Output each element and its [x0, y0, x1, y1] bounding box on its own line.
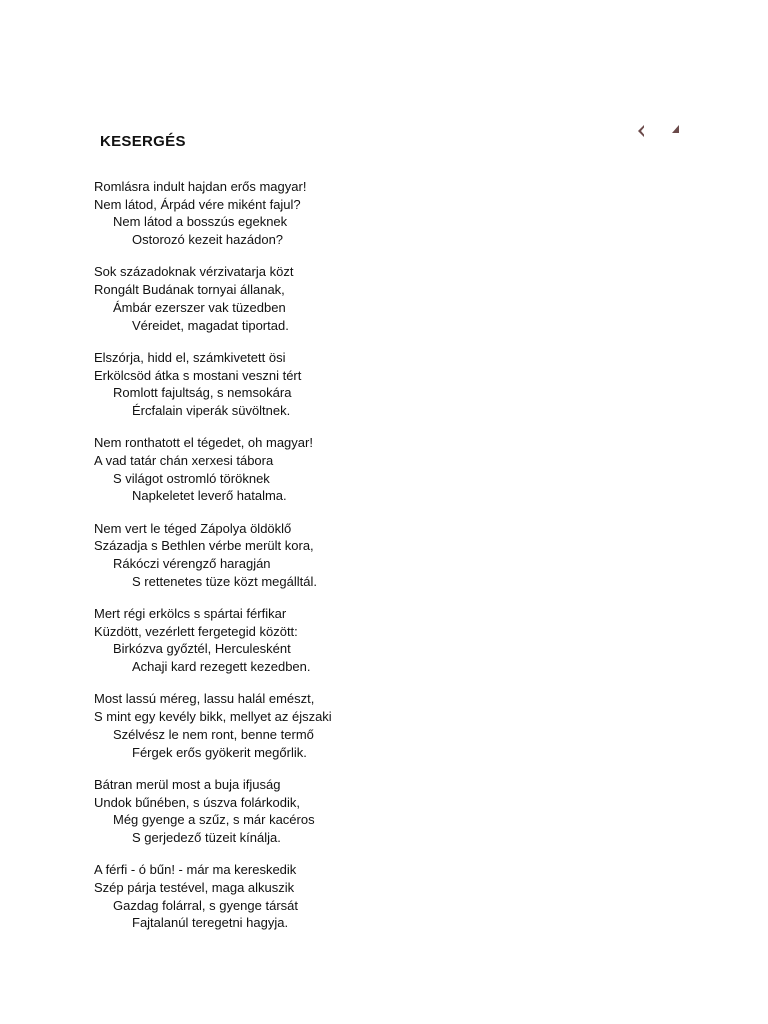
poem-line: Most lassú méreg, lassu halál emészt, — [94, 691, 315, 707]
poem-line: Romlott fajultság, s nemsokára — [113, 385, 292, 401]
poem-line: Rákóczi vérengző haragján — [113, 556, 271, 572]
poem-line: Bátran merül most a buja ifjuság — [94, 776, 281, 792]
poem-line: Nem látod, Árpád vére miként fajul? — [94, 196, 301, 212]
stanza — [94, 434, 514, 505]
poem-line: Ámbár ezerszer vak tüzedben — [113, 299, 286, 315]
poem-line: S világot ostromló töröknek — [113, 470, 270, 486]
stanza — [94, 605, 514, 676]
poem-line: S mint egy kevély bikk, mellyet az éjszaki — [94, 709, 332, 725]
poem-line: Birkózva győztél, Herculesként — [113, 641, 291, 657]
poem-line: Férgek erős gyökerit megőrlik. — [132, 744, 307, 760]
page-navigation — [636, 124, 684, 140]
stanza — [94, 690, 514, 761]
stanza — [94, 861, 514, 932]
poem-line: Mert régi erkölcs s spártai férfikar — [94, 606, 287, 622]
stanza — [94, 520, 514, 591]
poem-line: Sok századoknak vérzivatarja közt — [94, 264, 294, 280]
next-page-icon[interactable] — [670, 124, 680, 134]
poem-line: Gazdag folárral, s gyenge társát — [113, 897, 298, 913]
poem-line: Nem vert le téged Zápolya öldöklő — [94, 520, 292, 536]
stanza — [94, 263, 514, 334]
poem-line: Szép párja testével, maga alkuszik — [94, 879, 295, 895]
poem-line: Véreidet, magadat tiportad. — [132, 317, 289, 333]
poem-line: S rettenetes tüze közt megálltál. — [132, 573, 317, 589]
stanza — [94, 776, 514, 847]
poem-line: Még gyenge a szűz, s már kacéros — [113, 812, 315, 828]
poem-line: Achaji kard rezegett kezedben. — [132, 659, 311, 675]
stanza — [94, 349, 514, 420]
poem-body — [94, 178, 514, 947]
poem-line: Undok bűnében, s úszva folárkodik, — [94, 794, 300, 810]
poem-line: Erkölcsöd átka s mostani veszni tért — [94, 367, 302, 383]
poem-line: Rongált Budának tornyai állanak, — [94, 282, 285, 298]
poem-line: Napkeletet leverő hatalma. — [132, 488, 287, 504]
page-title: KESERGÉS — [100, 133, 186, 150]
poem-line: Nem ronthatott el tégedet, oh magyar! — [94, 435, 313, 451]
poem-line: A vad tatár chán xerxesi tábora — [94, 452, 274, 468]
poem-line: Küzdött, vezérlett fergetegid között: — [94, 623, 298, 639]
poem-line: Nem látod a bosszús egeknek — [113, 214, 288, 230]
poem-line: Fajtalanúl teregetni hagyja. — [132, 915, 289, 931]
stanza — [94, 178, 514, 249]
poem-line: Századja s Bethlen vérbe merült kora, — [94, 538, 314, 554]
poem-line: Elszórja, hidd el, számkivetett ösi — [94, 349, 286, 365]
poem-line: A férfi - ó bűn! - már ma kereskedik — [94, 862, 297, 878]
poem-line: Ostorozó kezeit hazádon? — [132, 232, 284, 248]
poem-line: Romlásra indult hajdan erős magyar! — [94, 179, 307, 194]
previous-page-icon[interactable] — [636, 124, 646, 138]
poem-line: Ércfalain viperák süvöltnek. — [132, 402, 291, 418]
poem-line: Szélvész le nem ront, benne termő — [113, 726, 314, 742]
poem-line: S gerjedező tüzeit kínálja. — [132, 829, 281, 845]
